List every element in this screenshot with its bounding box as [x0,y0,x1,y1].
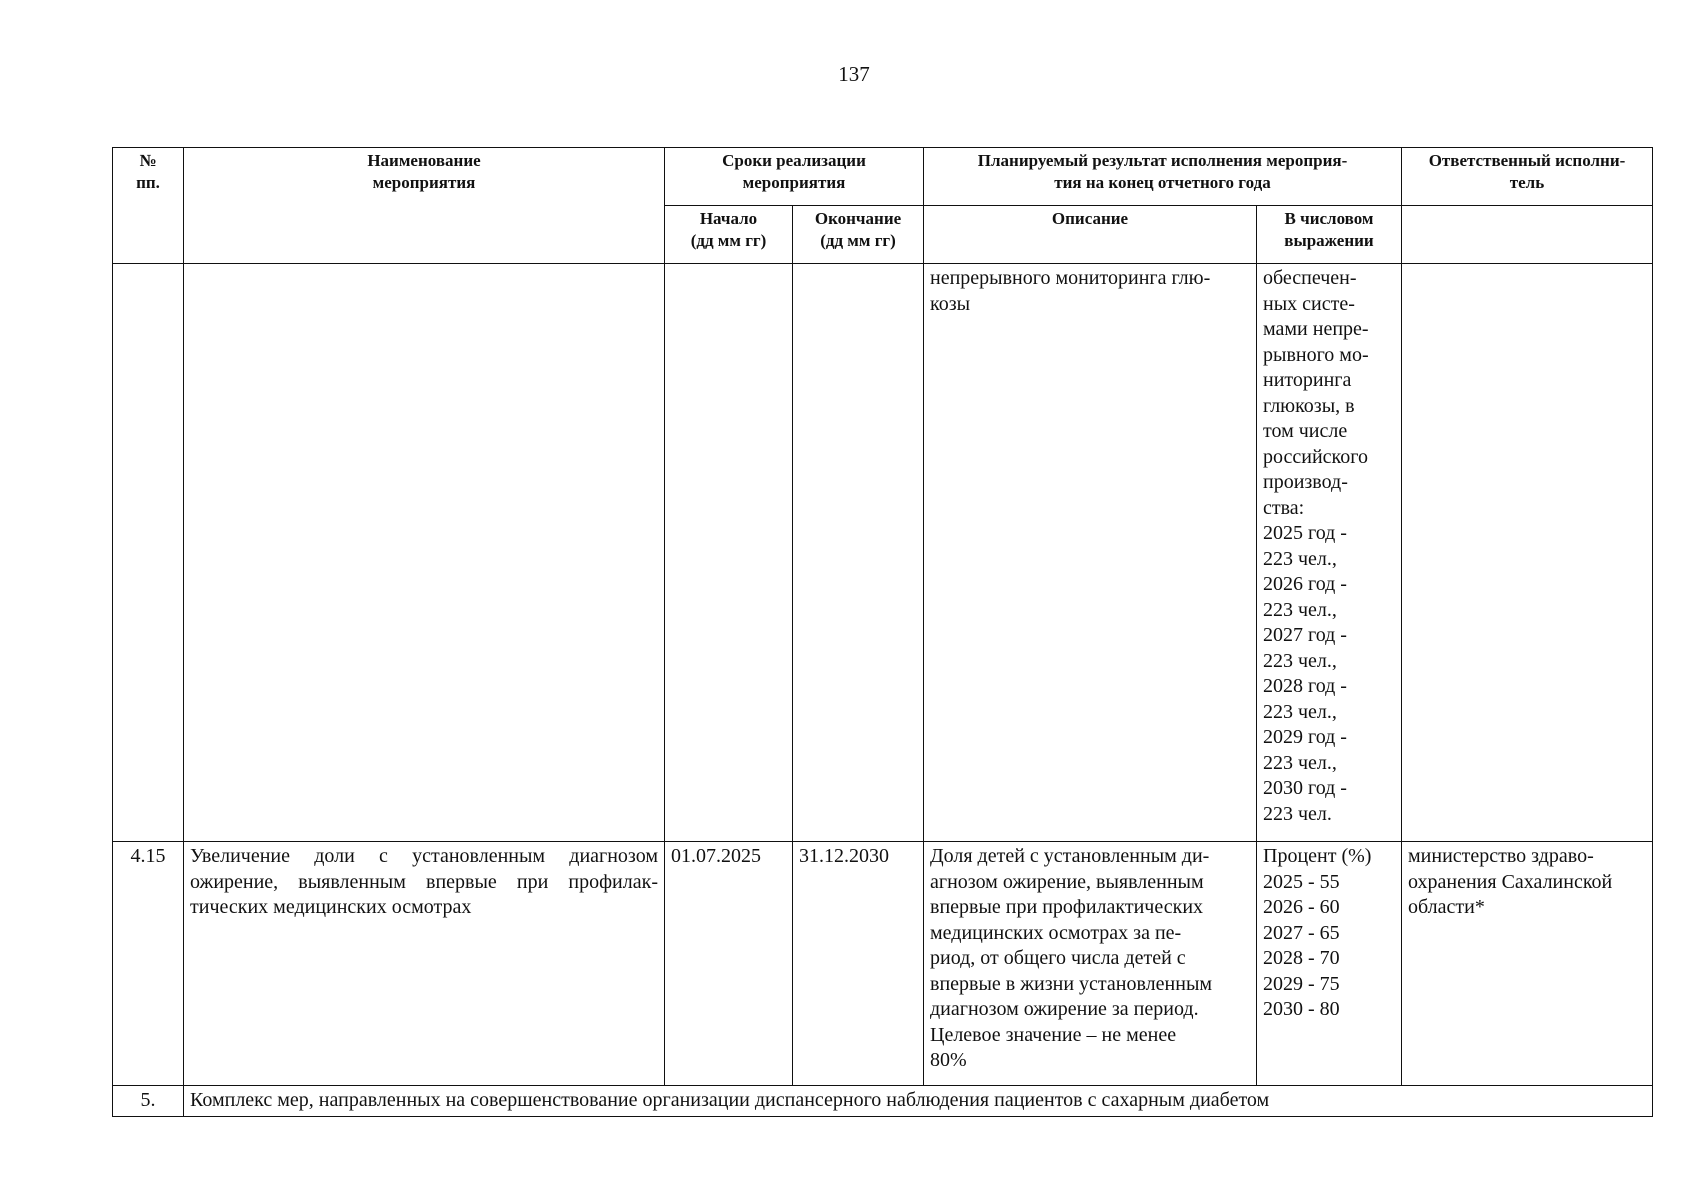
page-number: 137 [838,62,870,86]
row-responsible [1402,264,1653,842]
header-numeric: В числовом выражении [1257,206,1402,264]
row-numeric: обеспечен- ных систе- мами непре- рывного мо- ниторинга глюкозы, в том числе российского производ- ства: 2025 год - 223 чел., 2026 год - 223 чел., 2027 год - 223 чел., 2028 год - 223 чел., 2029 год - 223 чел., 2030 год - 223 чел. [1257,264,1402,842]
row-end: 31.12.2030 [793,842,924,1086]
header-name: Наименование мероприятия [184,148,665,264]
header-result: Планируемый результат исполнения мероприя- тия на конец отчетного года [924,148,1402,206]
row-start [665,264,793,842]
row-numeric: Процент (%) 2025 - 55 2026 - 60 2027 - 65 2028 - 70 2029 - 75 2030 - 80 [1257,842,1402,1086]
row-description: непрерывного мониторинга глю- козы [924,264,1257,842]
row-num [113,264,184,842]
row-description: Доля детей с установленным ди- агнозом ожирение, выявленным впервые при профилактических медицинских осмотрах за пе- риод, от общего числа детей с впервые в жизни установленным диагнозом ожирение за период. Целевое значение – не менее 80% [924,842,1257,1086]
header-num: № пп. [113,148,184,264]
header-description: Описание [924,206,1257,264]
row-end [793,264,924,842]
row-name: Увеличение доли с установленным диагнозом ожирение, выявленным впервые при профилак-тических медицинских осмотрах [184,842,665,1086]
header-start: Начало (дд мм гг) [665,206,793,264]
header-end: Окончание (дд мм гг) [793,206,924,264]
row-start: 01.07.2025 [665,842,793,1086]
row-num: 4.15 [113,842,184,1086]
section-row [113,1086,1653,1117]
header-period: Сроки реализации мероприятия [665,148,924,206]
section-title: Комплекс мер, направленных на совершенствование организации диспансерного наблюдения пациентов с сахарным диабетом [184,1086,1653,1117]
header-responsible-blank [1402,206,1653,264]
row-responsible: министерство здраво- охранения Сахалинской области* [1402,842,1653,1086]
table-row [113,264,1653,842]
section-num: 5. [113,1086,184,1117]
measures-table [112,147,1653,1117]
header-responsible: Ответственный исполни- тель [1402,148,1653,206]
table-row [113,842,1653,1086]
row-name [184,264,665,842]
